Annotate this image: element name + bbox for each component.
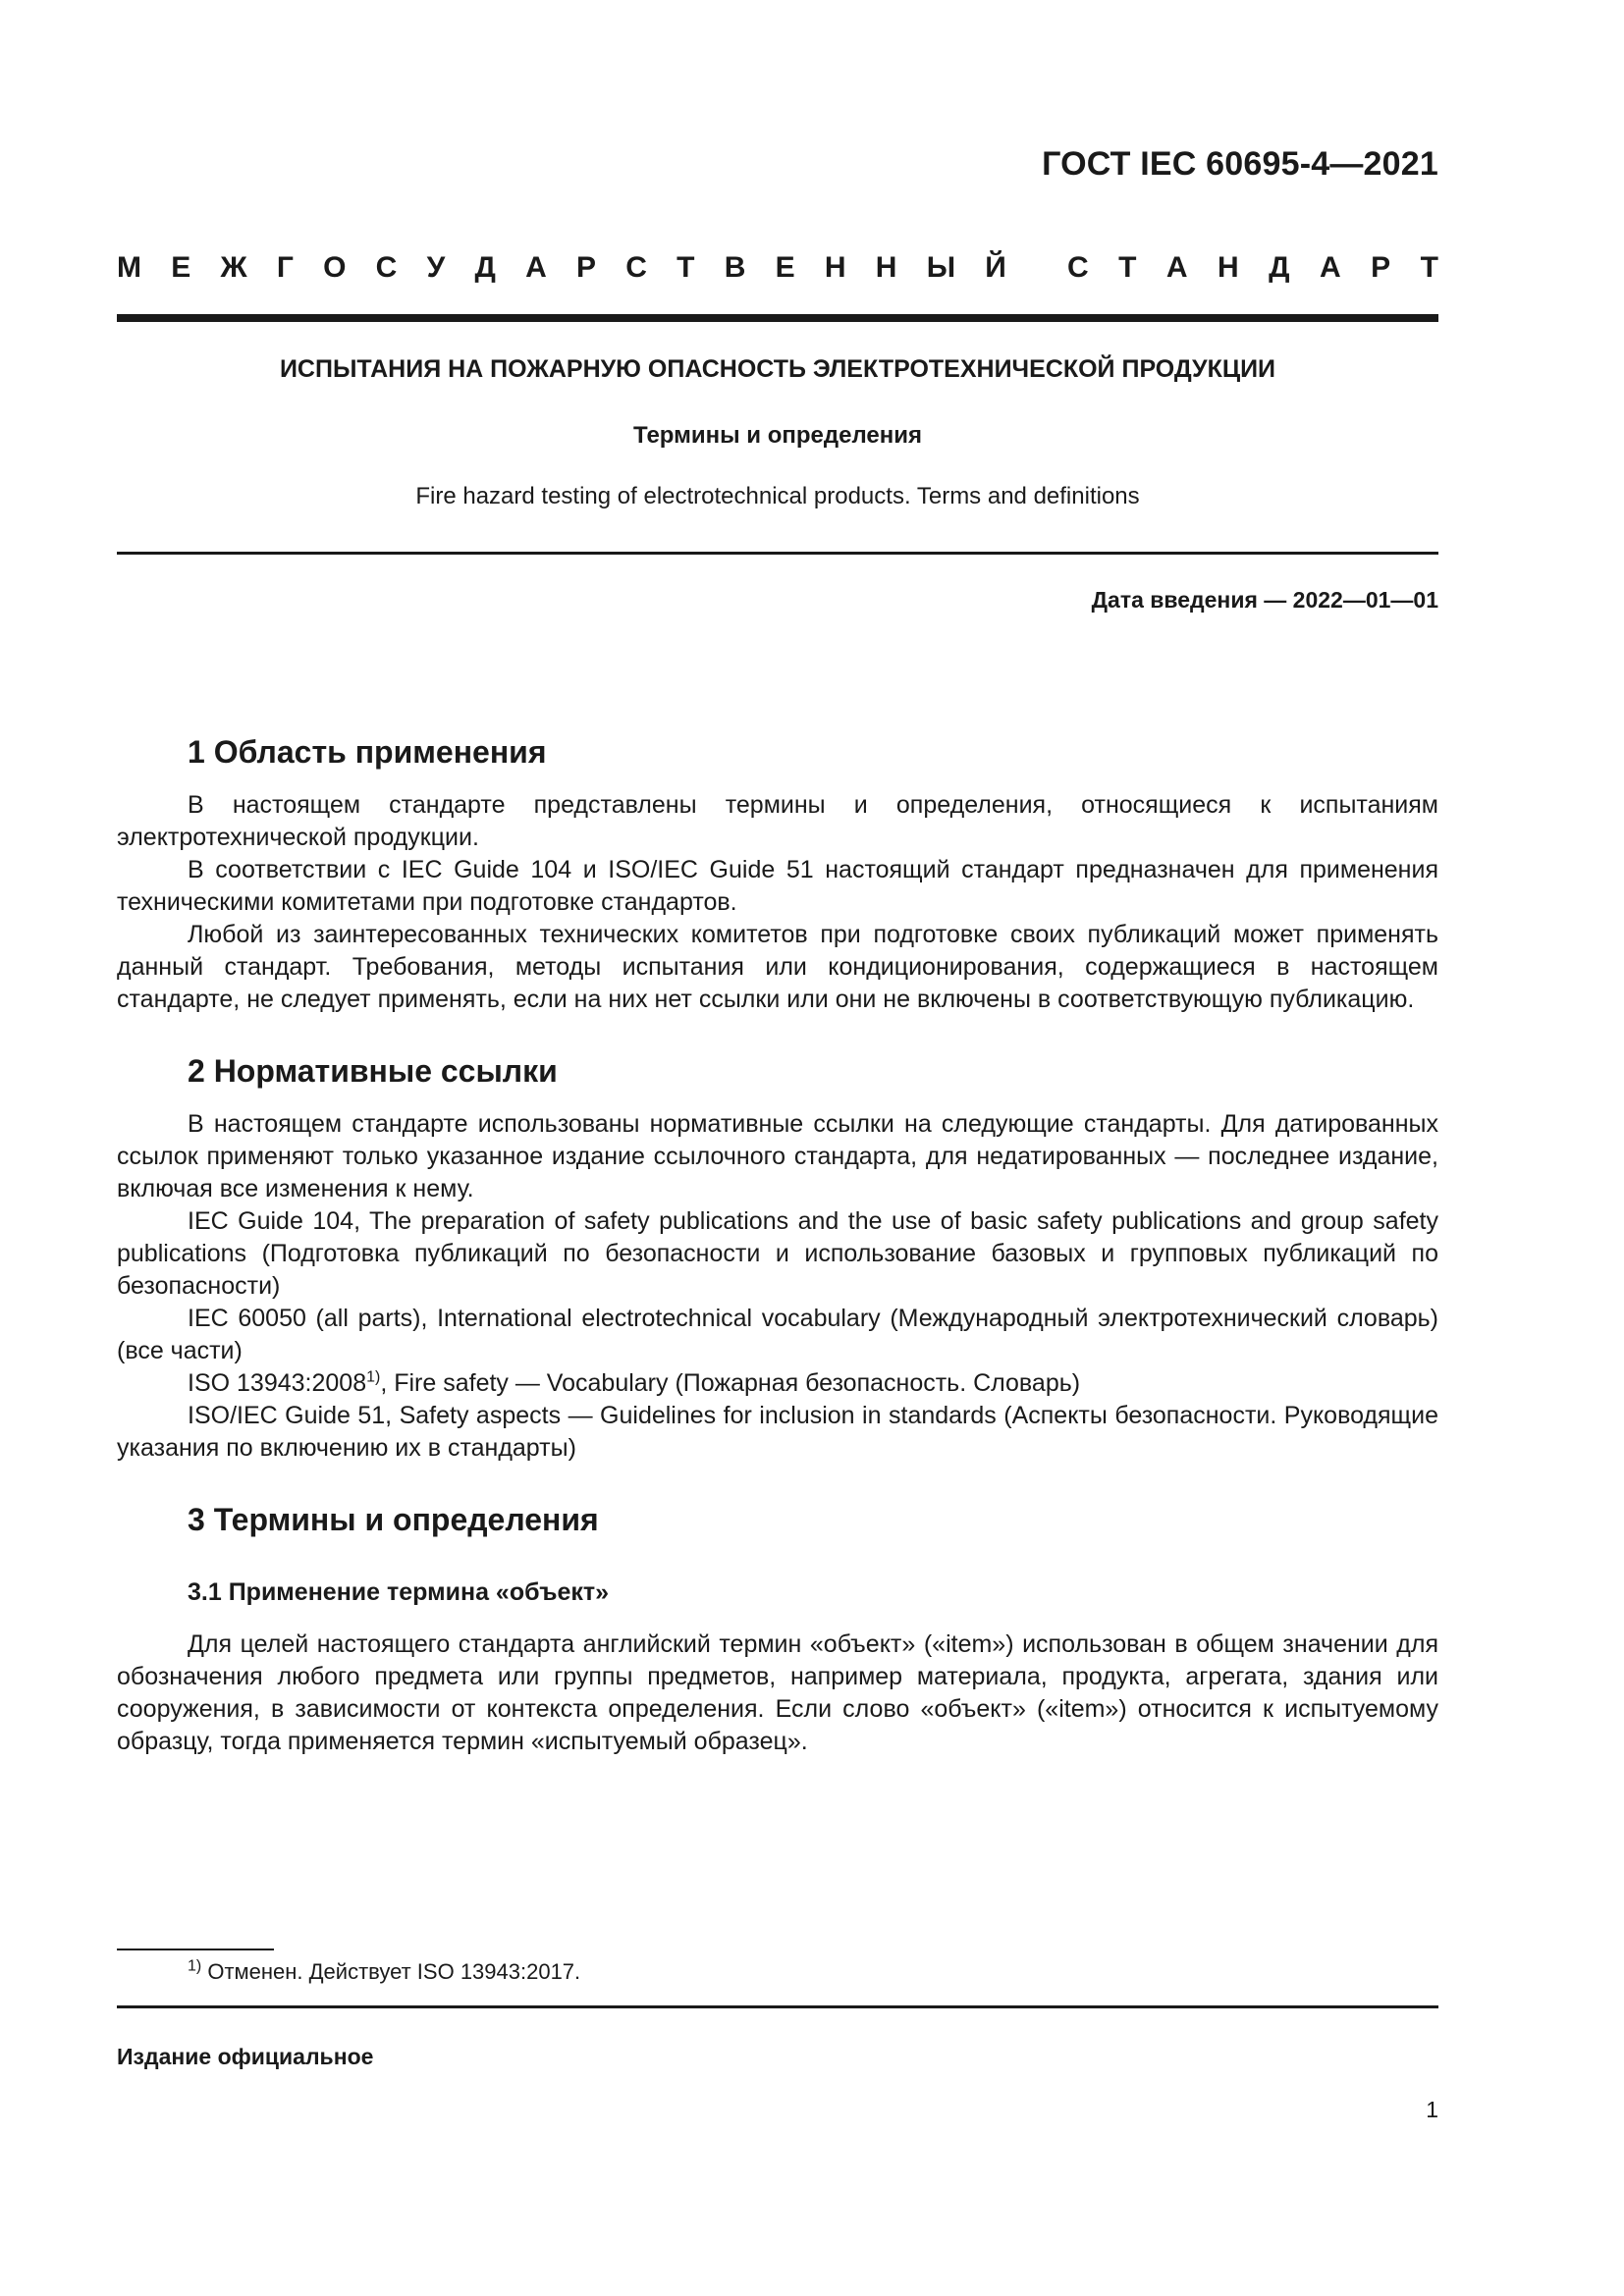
reference-item [117,1367,1438,1400]
section-scope [117,732,1438,1016]
banner-letter: Ы [926,251,956,284]
document-title-english: Fire hazard testing of electrotechnical products. Terms and definitions [415,483,1140,509]
footnote-reference: 1) [366,1368,381,1386]
paragraph: Любой из заинтересованных технических комитетов при подготовке своих публикаций может применять данный стандарт. Требования, методы испытания или кондиционирования, содержащиеся в настоящем стандарте, не следует применять, если на них нет ссылки или они не включены в соответствующую публикацию. [117,921,1438,1013]
banner-letter: А [1165,251,1188,284]
title-divider [117,552,1438,555]
paragraph: В настоящем стандарте использованы нормативные ссылки на следующие стандарты. Для датированных ссылок применяют только указанное издание ссылочного стандарта, для недатированных — последнее издание, включая все изменения к нему. [117,1110,1438,1202]
paragraph: Для целей настоящего стандарта английский термин «объект» («item») использован в общем значении для обозначения любого предмета или группы предметов, например материала, продукта, агрегата, здания или сооружения, в зависимости от контекста определения. Если слово «объект» («item») относится к испытуемому образцу, тогда применяется термин «испытуемый образец». [117,1630,1438,1755]
section-normative-references [117,1051,1438,1465]
document-subtitle: Термины и определения [632,422,923,449]
document-code: ГОСТ IEC 60695-4—2021 [1042,145,1438,183]
reference-item: ISO/IEC Guide 51, Safety aspects — Guidelines for inclusion in standards (Аспекты безопасности. Руководящие указания по включению их в стандарты) [117,1402,1438,1462]
banner-letter: Т [1420,251,1438,284]
header-thick-rule [117,314,1438,322]
section-heading: 1 Область применения [188,734,547,770]
banner-letter: Е [775,251,795,284]
banner-letter: Н [875,251,897,284]
section-heading: 2 Нормативные ссылки [188,1053,558,1089]
document-title: ИСПЫТАНИЯ НА ПОЖАРНУЮ ОПАСНОСТЬ ЭЛЕКТРОТЕХНИЧЕСКОЙ ПРОДУКЦИИ [279,355,1276,383]
introduction-date: Дата введения — 2022—01—01 [1091,587,1438,613]
banner-letter: У [426,251,446,284]
banner-letter: Н [1218,251,1239,284]
paragraph: В настоящем стандарте представлены термины и определения, относящиеся к испытаниям электротехнической продукции. [117,791,1438,851]
banner-letter: Г [276,251,294,284]
paragraph: В соответствии с IEC Guide 104 и ISO/IEC Guide 51 настоящий стандарт предназначен для применения техническими комитетами при подготовке стандартов. [117,856,1438,916]
footnote [188,1959,580,1985]
banner-letter: Р [1371,251,1391,284]
footer-rule [117,2005,1438,2008]
banner-letter: А [1319,251,1341,284]
banner-letter: С [375,251,398,284]
banner-letter: С [625,251,647,284]
banner-letter: Е [171,251,191,284]
banner-word-standard [1067,251,1438,285]
footnote-marker: 1) [188,1957,202,1975]
banner-letter: Д [474,251,496,284]
banner-letter: Т [677,251,695,284]
reference-title: , Fire safety — Vocabulary (Пожарная безопасность. Словарь) [380,1369,1081,1397]
banner-letter: Н [824,251,846,284]
banner-word-interstate [117,251,1006,285]
section-heading: 3 Термины и определения [188,1502,599,1537]
banner-letter: В [724,251,746,284]
footnote-divider [117,1949,274,1950]
section-terms-definitions [117,1500,1438,1758]
banner-letter: А [525,251,547,284]
reference-code: ISO 13943:2008 [188,1369,367,1397]
subsection-heading: 3.1 Применение термина «объект» [188,1578,610,1606]
interstate-standard-banner [117,251,1438,285]
page-number: 1 [1426,2097,1438,2122]
edition-label: Издание официальное [117,2044,374,2069]
banner-letter: Д [1269,251,1290,284]
banner-letter: Р [576,251,597,284]
banner-letter: Ж [220,251,247,284]
banner-letter: С [1067,251,1089,284]
footnote-text: Отменен. Действует ISO 13943:2017. [201,1959,581,1984]
banner-letter: М [117,251,141,284]
banner-letter: О [323,251,347,284]
banner-letter: Т [1118,251,1137,284]
banner-letter: Й [985,251,1006,284]
document-body [117,732,1438,1758]
reference-item: IEC Guide 104, The preparation of safety publications and the use of basic safety publications and group safety publications (Подготовка публикаций по безопасности и использование базовых и групповых публикаций по безопасности) [117,1207,1438,1300]
reference-item: IEC 60050 (all parts), International electrotechnical vocabulary (Международный электротехнический словарь) (все части) [117,1305,1438,1364]
